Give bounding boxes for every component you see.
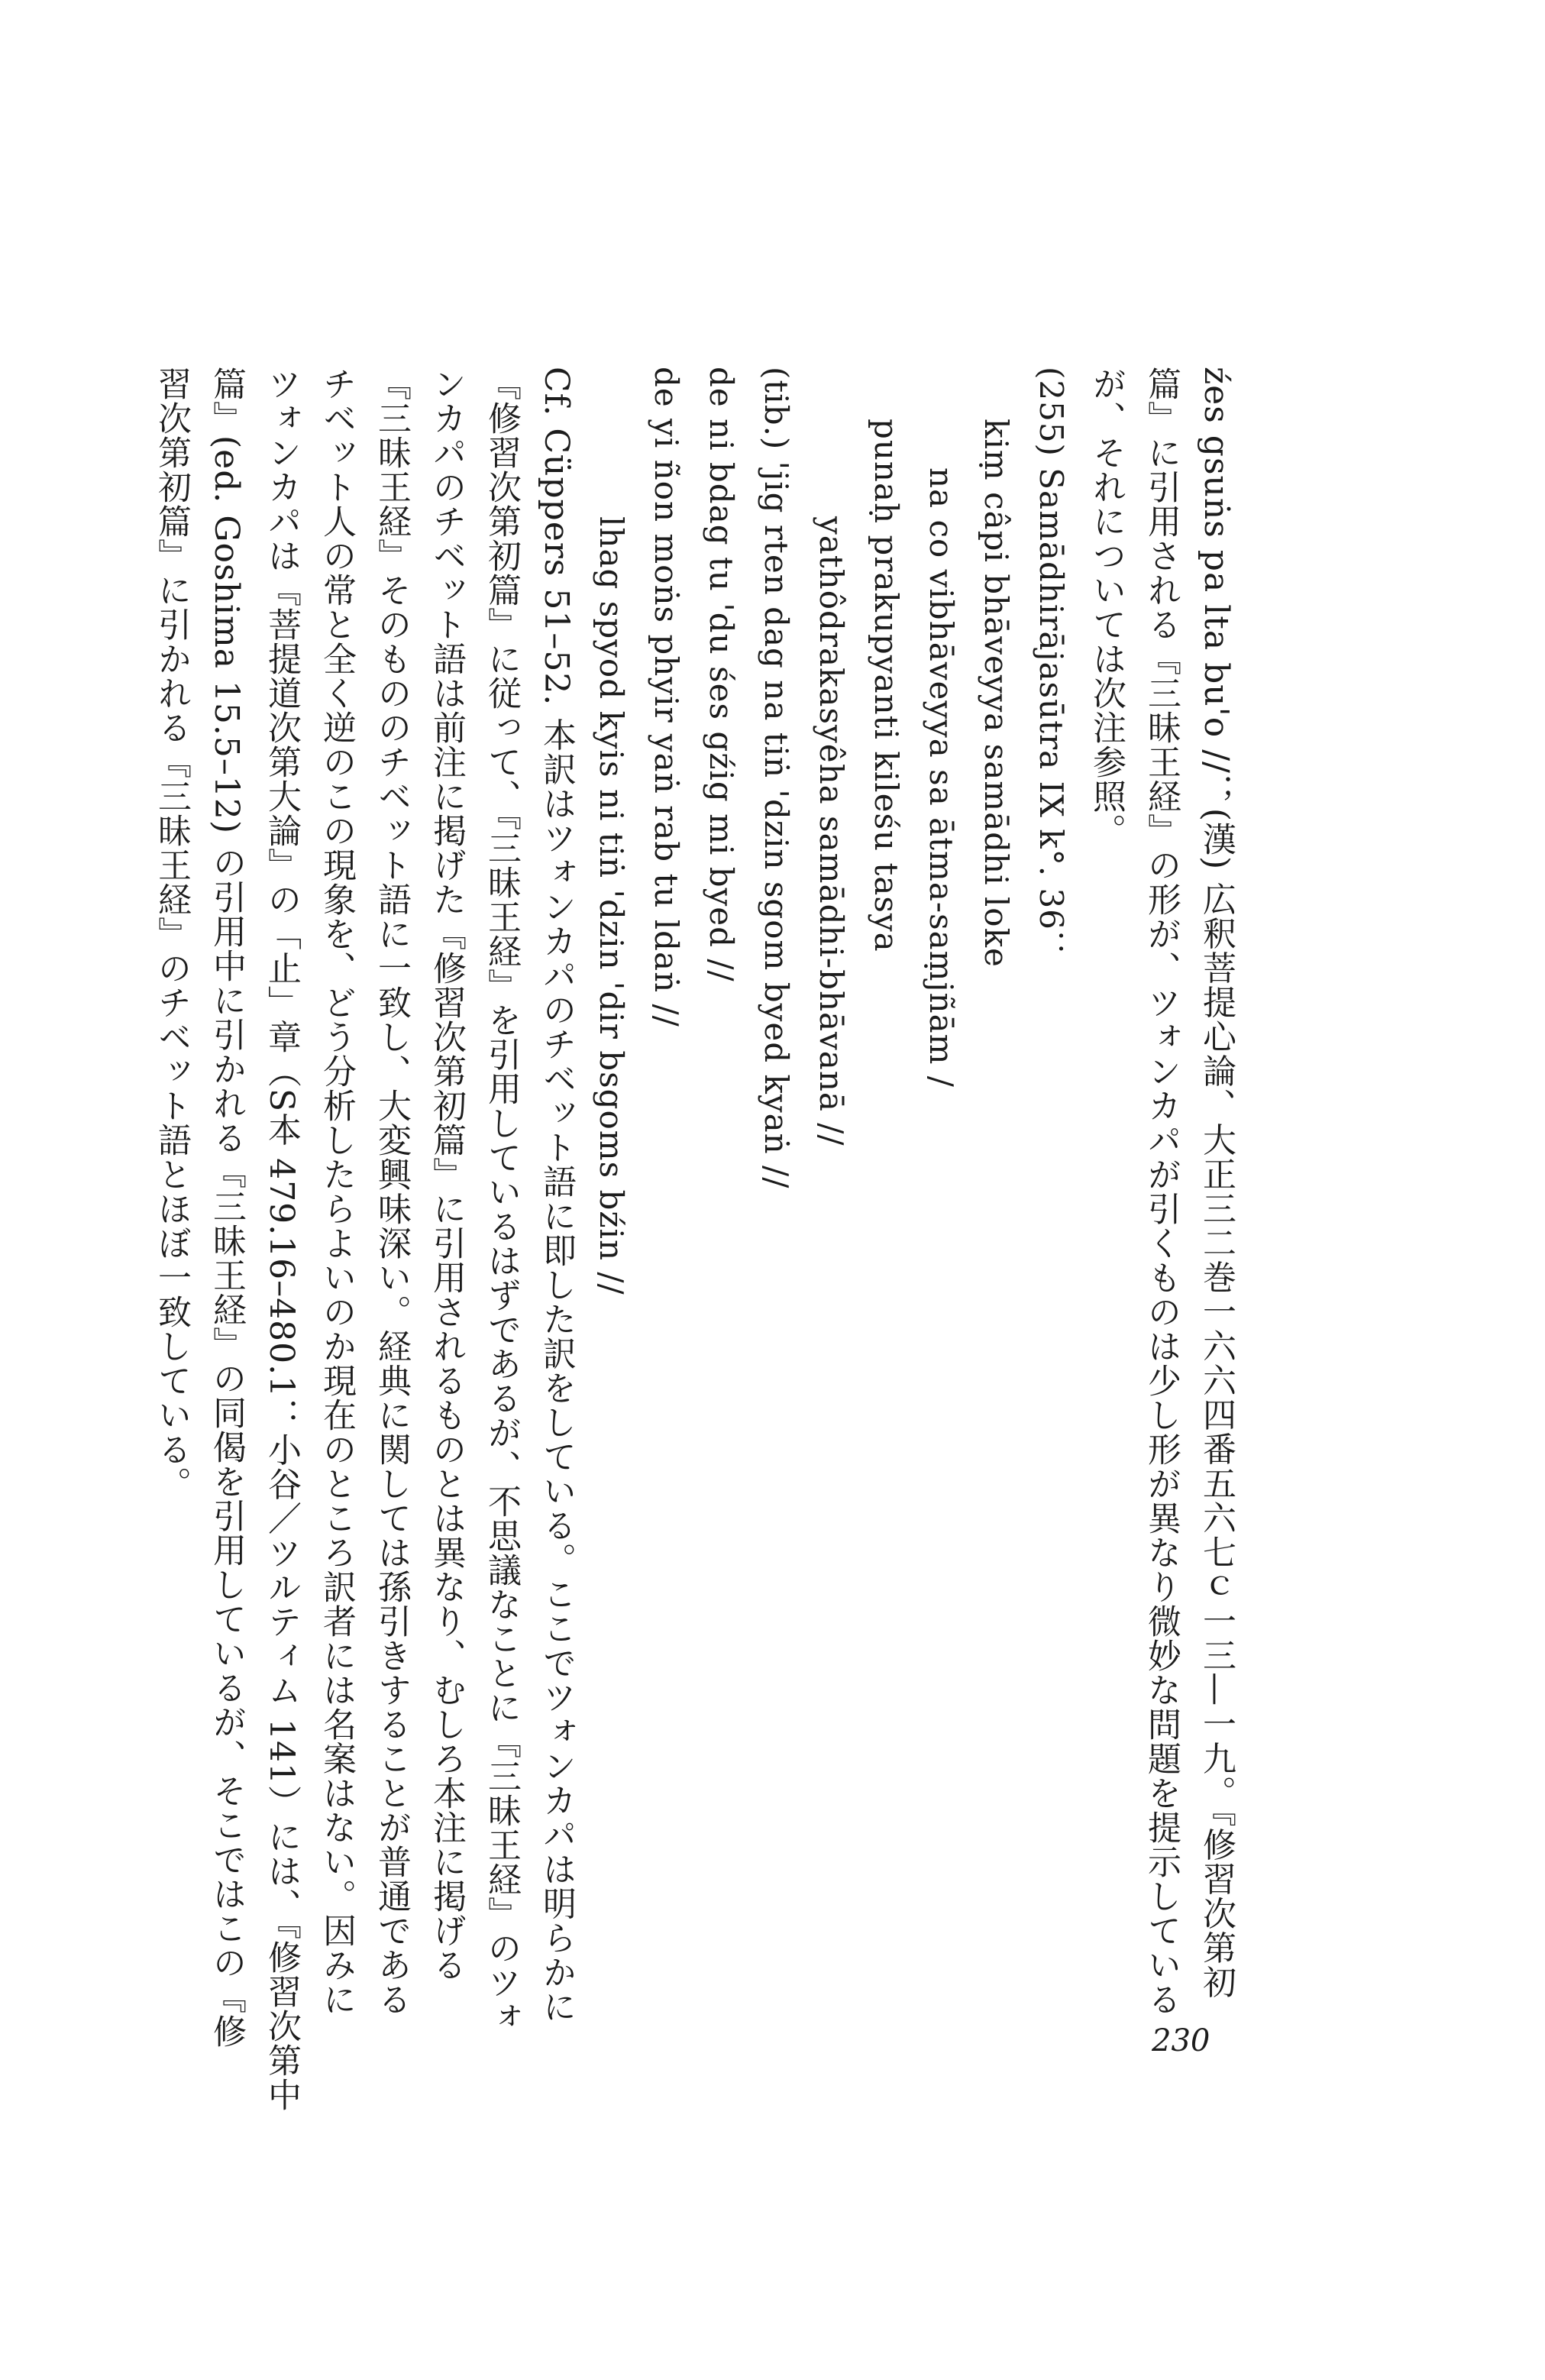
text-column-2: 篇』に引用される『三昧王経』の形が、ツォンカパが引くものは少し形が異なり微妙な問題を提示している xyxy=(1142,367,1181,2016)
commentary-line-2: 『修習次第初篇』に従って、『三昧王経』を引用しているはずであるが、不思議なことに『三昧王経』のツォ xyxy=(482,367,521,2034)
commentary-line-8: 習次第初篇』に引かれる『三昧王経』のチベット語とほぼ一致している。 xyxy=(152,367,191,1501)
note-255-heading: (255) Samādhirājasūtra IX k°. 36： xyxy=(1033,367,1070,963)
sanskrit-verse-line-1: kiṃ câpi bhāveyya samādhi loke xyxy=(978,419,1015,968)
tibetan-verse-line-3: de yi ñon moṅs phyir yaṅ rab tu ldaṅ // xyxy=(648,367,685,1027)
commentary-line-1: Cf. Cüppers 51–52. 本訳はツォンカパのチベット語に即した訳をしている。ここでツォンカパは明らかに xyxy=(537,367,576,2024)
sanskrit-verse-line-2: na co vibhāveyya sa ātma-saṃjñām / xyxy=(923,467,960,1088)
page-number: 230 xyxy=(1152,2023,1210,2058)
tibetan-verse-line-1: (tib.) 'jig rten dag na tiṅ 'dzin sgom byed kyaṅ // xyxy=(758,367,795,1189)
text-column-3: が、それについては次注参照。 xyxy=(1087,367,1126,848)
commentary-line-6: ツォンカパは『菩提道次第大論』の「止」章（S本 479.16–480.1：小谷／ツルティム 141）には、『修習次第中 xyxy=(262,367,301,2113)
commentary-line-4: 『三昧王経』そのもののチベット語に一致し、大変興味深い。経典に関しては孫引きすることが普通である xyxy=(372,367,411,2016)
commentary-line-5: チベット人の常と全く逆のこの現象を、どう分析したらよいのか現在のところ訳者には名案はない。因みに xyxy=(317,367,356,2016)
sanskrit-verse-line-3: punaḥ prakupyanti kileśu tasya xyxy=(868,419,905,952)
commentary-line-3: ンカパのチベット語は前注に掲げた『修習次第初篇』に引用されるものとは異なり、むしろ本注に掲げる xyxy=(427,367,466,1982)
tibetan-verse-line-4: lhag spyod kyis ni tiṅ 'dzin 'dir bsgoms bźin // xyxy=(593,516,630,1295)
tibetan-verse-line-2: de ni bdag tu 'du śes gźig mi byed // xyxy=(703,367,740,982)
text-column-1: źes gsuṅs pa lta bu'o //；(漢) 広釈菩提心論、大正三二巻一六六四番五六七ｃ一三—一九。『修習次第初 xyxy=(1197,367,1236,2000)
sanskrit-verse-line-4: yathôdrakasyêha samādhi-bhāvanā // xyxy=(813,516,850,1146)
commentary-line-7: 篇』(ed. Goshima 15.5–12) の引用中に引かれる『三昧王経』の同偈を引用しているが、そこではこの『修 xyxy=(207,367,246,2049)
